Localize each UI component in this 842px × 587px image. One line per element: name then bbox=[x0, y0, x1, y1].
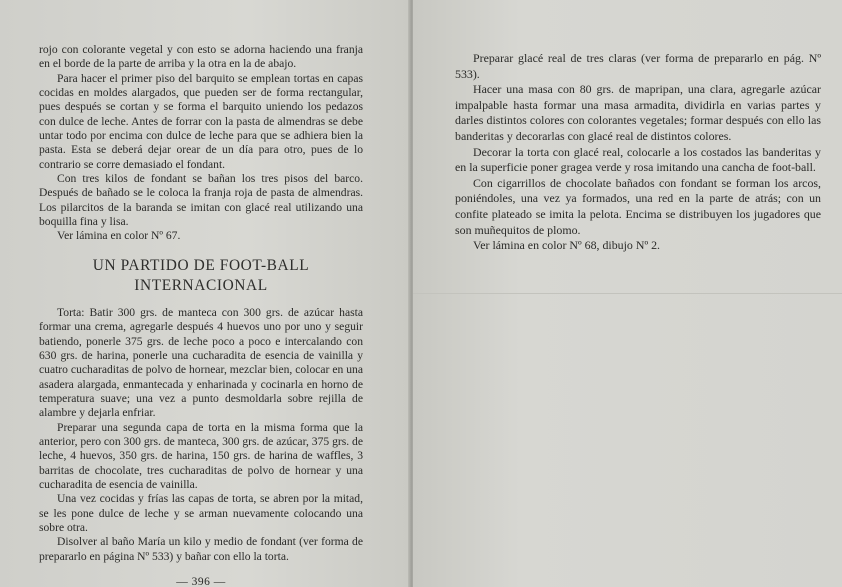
page-fold-line bbox=[413, 293, 842, 294]
paragraph: Hacer una masa con 80 grs. de mapripan, una clara, agregarle azúcar impalpable hasta formar una masa armadita, dividirla en varias partes y darles distintos colores con colorantes vegetales; formar después con ello las banderitas y decorarlas con glacé real de distintos colores. bbox=[455, 82, 821, 143]
plate-reference: Ver lámina en color Nº 67. bbox=[57, 229, 181, 243]
paragraph: Una vez cocidas y frías las capas de torta, se abren por la mitad, se les pone dulce de leche y se arman nuevamente colocando una sobre otra. bbox=[39, 492, 363, 534]
paragraph: Con tres kilos de fondant se bañan los tres pisos del barco. Después de bañado se le coloca la franja roja de pasta de almendras. Los pilarcitos de la baranda se imitan con glacé real utilizando una boquilla fina y lisa. bbox=[39, 172, 363, 229]
plate-reference: Ver lámina en color Nº 68, dibujo Nº 2. bbox=[473, 238, 661, 253]
paragraph: Decorar la torta con glacé real, colocarle a los costados las banderitas y en la superficie poner gragea verde y rosa imitando una cancha de foot-ball. bbox=[455, 144, 821, 175]
paragraph: Torta: Batir 300 grs. de manteca con 300 grs. de azúcar hasta formar una crema, agregarle después 4 huevos uno por uno y seguir batiendo, ponerle 375 grs. de leche poco a poco e intercalando con 630 grs. de harina, ponerle una cucharadita de esencia de vainilla y cuatro cucharaditas de polvo de hornear, mezclar bien, colocar en una asadera alargada, enmantecada y enharinada y cocinarla en horno de temperatura suave; una vez a punto desmoldarla sobre rejilla de alambre y dejarla enfriar. bbox=[39, 305, 363, 420]
paragraph: rojo con colorante vegetal y con esto se adorna haciendo una franja en el borde de la parte de arriba y la otra en la de abajo. bbox=[39, 43, 363, 71]
paragraph: Preparar una segunda capa de torta en la misma forma que la anterior, pero con 300 grs. de manteca, 300 grs. de azúcar, 375 grs. de leche, 4 huevos, 350 grs. de harina, 150 grs. de harina de waffles, 3 barritas de chocolate, tres cucharaditas de polvo de hornear y una cucharadita de esencia de vainilla. bbox=[39, 420, 363, 491]
left-page-text bbox=[39, 43, 363, 587]
paragraph: Disolver al baño María un kilo y medio de fondant (ver forma de prepararlo en página Nº 533) y bañar con ello la torta. bbox=[39, 535, 363, 563]
paragraph: Preparar glacé real de tres claras (ver forma de prepararlo en pág. Nº 533). bbox=[455, 51, 821, 81]
paragraph: Para hacer el primer piso del barquito se emplean tortas en capas cocidas en moldes alargados, que pueden ser de forma rectangular, pues después se cortan y se forma el barquito uniendo los pedazos con dulce de leche. Antes de forrar con la pasta de almendras se debe untar todo por encima con dulce de leche para que se adhiera bien la pasta. Esta se deberá dejar orear de un día para otro, pues de lo contrario se corre demasiado el fondant. bbox=[39, 71, 363, 171]
page-number: — 396 — bbox=[176, 576, 226, 587]
right-page-text bbox=[455, 51, 821, 254]
left-page bbox=[0, 0, 411, 587]
recipe-heading: UN PARTIDO DE FOOT-BALL INTERNACIONAL bbox=[92, 256, 310, 294]
paragraph: Con cigarrillos de chocolate bañados con fondant se forman los arcos, poniéndoles, una vez ya formados, una red en la parte de atrás; con un confite plateado se imita la pelota. Encima se distribuyen los jugadores que son muñequitos de plomo. bbox=[455, 175, 821, 237]
